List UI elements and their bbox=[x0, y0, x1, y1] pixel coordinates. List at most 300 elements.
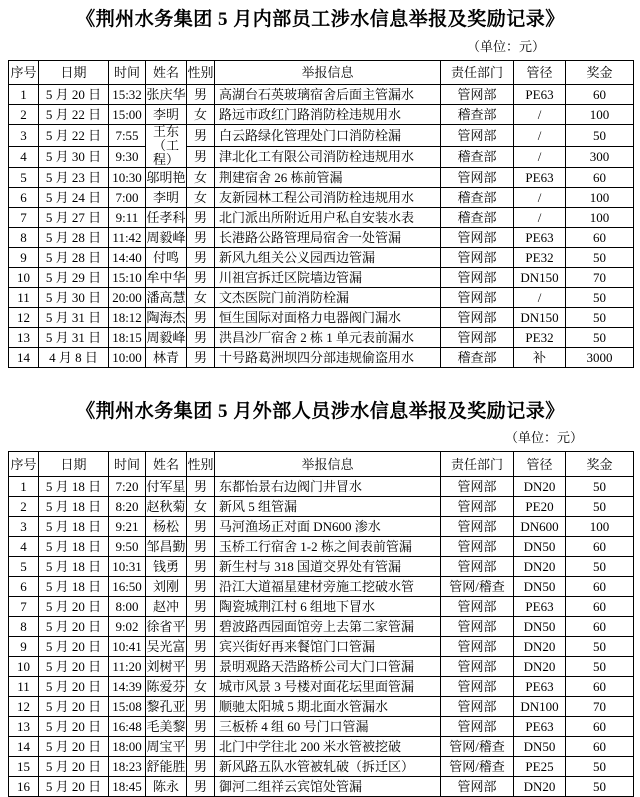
table-row bbox=[9, 308, 634, 328]
cell-gender: 女 bbox=[187, 105, 215, 125]
cell-name: 毛美黎 bbox=[146, 717, 187, 737]
cell-dept: 管网部 bbox=[441, 557, 514, 577]
cell-date: 5 月 22 日 bbox=[39, 105, 109, 125]
cell-date: 5 月 20 日 bbox=[39, 85, 109, 105]
cell-date: 5 月 20 日 bbox=[39, 677, 109, 697]
cell-info: 顺驰太阳城 5 期北面水管漏水 bbox=[215, 697, 441, 717]
cell-dept: 稽查部 bbox=[441, 146, 514, 168]
table-row bbox=[9, 268, 634, 288]
column-header: 奖金 bbox=[566, 452, 634, 477]
table2-header-row bbox=[9, 452, 634, 477]
cell-no: 7 bbox=[9, 208, 39, 228]
column-header: 姓名 bbox=[146, 452, 187, 477]
cell-reward: 100 bbox=[566, 188, 634, 208]
cell-gender: 男 bbox=[187, 228, 215, 248]
cell-dept: 管网/稽查 bbox=[441, 757, 514, 777]
table-row bbox=[9, 617, 634, 637]
cell-name: 赵冲 bbox=[146, 597, 187, 617]
cell-pipe: / bbox=[514, 208, 566, 228]
cell-no: 11 bbox=[9, 677, 39, 697]
cell-pipe: PE32 bbox=[514, 328, 566, 348]
cell-gender: 男 bbox=[187, 577, 215, 597]
cell-time: 18:12 bbox=[109, 308, 146, 328]
cell-gender: 男 bbox=[187, 597, 215, 617]
cell-time: 9:30 bbox=[109, 146, 146, 168]
cell-date: 5 月 30 日 bbox=[39, 288, 109, 308]
cell-no: 2 bbox=[9, 105, 39, 125]
cell-time: 9:50 bbox=[109, 537, 146, 557]
cell-time: 20:00 bbox=[109, 288, 146, 308]
cell-pipe: DN150 bbox=[514, 308, 566, 328]
cell-reward: 50 bbox=[566, 497, 634, 517]
cell-gender: 男 bbox=[187, 517, 215, 537]
cell-time: 15:10 bbox=[109, 268, 146, 288]
cell-name: 李明 bbox=[146, 105, 187, 125]
cell-date: 5 月 28 日 bbox=[39, 248, 109, 268]
cell-no: 1 bbox=[9, 477, 39, 497]
cell-dept: 管网部 bbox=[441, 228, 514, 248]
cell-name: 付鸣 bbox=[146, 248, 187, 268]
table-row bbox=[9, 105, 634, 125]
cell-no: 11 bbox=[9, 288, 39, 308]
table-row bbox=[9, 757, 634, 777]
cell-gender: 男 bbox=[187, 248, 215, 268]
cell-gender: 女 bbox=[187, 188, 215, 208]
cell-dept: 管网部 bbox=[441, 537, 514, 557]
cell-time: 18:45 bbox=[109, 777, 146, 797]
cell-time: 8:20 bbox=[109, 497, 146, 517]
cell-name: 邹昌勤 bbox=[146, 537, 187, 557]
cell-time: 11:42 bbox=[109, 228, 146, 248]
table-row bbox=[9, 697, 634, 717]
cell-no: 12 bbox=[9, 697, 39, 717]
cell-reward: 60 bbox=[566, 168, 634, 188]
cell-pipe: DN100 bbox=[514, 697, 566, 717]
cell-date: 5 月 20 日 bbox=[39, 737, 109, 757]
cell-reward: 70 bbox=[566, 268, 634, 288]
cell-info: 陶瓷城荆江村 6 组地下冒水 bbox=[215, 597, 441, 617]
cell-gender: 男 bbox=[187, 737, 215, 757]
cell-no: 8 bbox=[9, 228, 39, 248]
cell-reward: 60 bbox=[566, 228, 634, 248]
cell-reward: 50 bbox=[566, 125, 634, 147]
cell-reward: 60 bbox=[566, 677, 634, 697]
cell-dept: 管网部 bbox=[441, 85, 514, 105]
cell-no: 10 bbox=[9, 268, 39, 288]
cell-time: 18:23 bbox=[109, 757, 146, 777]
column-header: 管径 bbox=[514, 61, 566, 85]
cell-gender: 女 bbox=[187, 677, 215, 697]
external-person-report-table bbox=[8, 451, 634, 797]
cell-pipe: / bbox=[514, 125, 566, 147]
table2-title: 《荆州水务集团 5 月外部人员涉水信息举报及奖励记录》 bbox=[76, 401, 565, 422]
cell-time: 9:21 bbox=[109, 517, 146, 537]
cell-dept: 管网部 bbox=[441, 697, 514, 717]
cell-dept: 管网部 bbox=[441, 617, 514, 637]
cell-time: 7:20 bbox=[109, 477, 146, 497]
cell-info: 三板桥 4 组 60 号门口管漏 bbox=[215, 717, 441, 737]
cell-info: 津北化工有限公司消防栓违规用水 bbox=[215, 146, 441, 168]
cell-info: 新生村与 318 国道交界处有管漏 bbox=[215, 557, 441, 577]
table-row bbox=[9, 597, 634, 617]
cell-time: 10:31 bbox=[109, 557, 146, 577]
cell-info: 路远市政红门路消防栓违规用水 bbox=[215, 105, 441, 125]
cell-pipe: PE63 bbox=[514, 717, 566, 737]
cell-reward: 50 bbox=[566, 477, 634, 497]
cell-dept: 管网部 bbox=[441, 268, 514, 288]
cell-gender: 男 bbox=[187, 208, 215, 228]
cell-dept: 稽查部 bbox=[441, 105, 514, 125]
cell-no: 14 bbox=[9, 737, 39, 757]
cell-name: 付军星 bbox=[146, 477, 187, 497]
table-row bbox=[9, 328, 634, 348]
cell-time: 9:02 bbox=[109, 617, 146, 637]
cell-time: 10:00 bbox=[109, 348, 146, 368]
internal-staff-report-table bbox=[8, 60, 634, 368]
cell-name: 林青 bbox=[146, 348, 187, 368]
cell-info: 马河渔场正对面 DN600 渗水 bbox=[215, 517, 441, 537]
table-row bbox=[9, 348, 634, 368]
table1-title: 《荆州水务集团 5 月内部员工涉水信息举报及奖励记录》 bbox=[76, 9, 565, 30]
cell-date: 5 月 22 日 bbox=[39, 125, 109, 147]
cell-date: 5 月 20 日 bbox=[39, 697, 109, 717]
table-row bbox=[9, 677, 634, 697]
cell-name: 牟中华 bbox=[146, 268, 187, 288]
cell-gender: 男 bbox=[187, 777, 215, 797]
cell-gender: 男 bbox=[187, 146, 215, 168]
cell-no: 6 bbox=[9, 577, 39, 597]
cell-dept: 管网部 bbox=[441, 677, 514, 697]
cell-info: 北门派出所附近用户私自安装水表 bbox=[215, 208, 441, 228]
cell-pipe: DN20 bbox=[514, 657, 566, 677]
cell-name: 陶海杰 bbox=[146, 308, 187, 328]
cell-pipe: / bbox=[514, 188, 566, 208]
cell-name: 陈永 bbox=[146, 777, 187, 797]
cell-dept: 管网部 bbox=[441, 517, 514, 537]
cell-gender: 女 bbox=[187, 168, 215, 188]
column-header: 姓名 bbox=[146, 61, 187, 85]
cell-time: 15:00 bbox=[109, 105, 146, 125]
table1-unit-note: （单位：元） bbox=[466, 39, 545, 54]
cell-no: 4 bbox=[9, 537, 39, 557]
cell-no: 5 bbox=[9, 557, 39, 577]
column-header: 时间 bbox=[109, 452, 146, 477]
cell-reward: 60 bbox=[566, 617, 634, 637]
cell-dept: 管网部 bbox=[441, 288, 514, 308]
cell-date: 4 月 8 日 bbox=[39, 348, 109, 368]
cell-pipe: DN50 bbox=[514, 737, 566, 757]
table-row bbox=[9, 637, 634, 657]
cell-gender: 男 bbox=[187, 537, 215, 557]
cell-time: 16:50 bbox=[109, 577, 146, 597]
table-row bbox=[9, 537, 634, 557]
cell-gender: 男 bbox=[187, 557, 215, 577]
column-header: 序号 bbox=[9, 452, 39, 477]
cell-time: 9:11 bbox=[109, 208, 146, 228]
cell-name: 陈爱芬 bbox=[146, 677, 187, 697]
cell-time: 7:55 bbox=[109, 125, 146, 147]
cell-date: 5 月 20 日 bbox=[39, 597, 109, 617]
cell-name: 邬明艳 bbox=[146, 168, 187, 188]
cell-dept: 管网部 bbox=[441, 328, 514, 348]
cell-name: 任孝科 bbox=[146, 208, 187, 228]
cell-no: 15 bbox=[9, 757, 39, 777]
table-row bbox=[9, 557, 634, 577]
cell-pipe: DN20 bbox=[514, 557, 566, 577]
cell-no: 7 bbox=[9, 597, 39, 617]
cell-date: 5 月 27 日 bbox=[39, 208, 109, 228]
cell-date: 5 月 20 日 bbox=[39, 657, 109, 677]
cell-gender: 男 bbox=[187, 697, 215, 717]
cell-dept: 管网部 bbox=[441, 125, 514, 147]
cell-date: 5 月 31 日 bbox=[39, 308, 109, 328]
cell-date: 5 月 18 日 bbox=[39, 517, 109, 537]
cell-dept: 管网部 bbox=[441, 777, 514, 797]
cell-time: 14:40 bbox=[109, 248, 146, 268]
cell-date: 5 月 23 日 bbox=[39, 168, 109, 188]
cell-gender: 男 bbox=[187, 85, 215, 105]
cell-pipe: PE63 bbox=[514, 228, 566, 248]
cell-info: 沿江大道福星建材旁施工挖破水管 bbox=[215, 577, 441, 597]
cell-reward: 50 bbox=[566, 777, 634, 797]
cell-no: 3 bbox=[9, 125, 39, 147]
cell-info: 洪昌沙厂宿舍 2 栋 1 单元表前漏水 bbox=[215, 328, 441, 348]
cell-dept: 管网部 bbox=[441, 248, 514, 268]
cell-pipe: DN150 bbox=[514, 268, 566, 288]
table2-unit-note: （单位：元） bbox=[504, 430, 583, 445]
cell-no: 12 bbox=[9, 308, 39, 328]
cell-no: 10 bbox=[9, 657, 39, 677]
cell-pipe: PE25 bbox=[514, 757, 566, 777]
cell-time: 7:00 bbox=[109, 188, 146, 208]
cell-reward: 60 bbox=[566, 717, 634, 737]
cell-gender: 男 bbox=[187, 348, 215, 368]
cell-gender: 女 bbox=[187, 497, 215, 517]
cell-dept: 管网部 bbox=[441, 477, 514, 497]
cell-gender: 男 bbox=[187, 617, 215, 637]
table-row bbox=[9, 188, 634, 208]
cell-no: 13 bbox=[9, 717, 39, 737]
cell-info: 御河二组祥云宾馆处管漏 bbox=[215, 777, 441, 797]
cell-name: 王东 （工程） bbox=[146, 125, 187, 168]
cell-info: 新风 5 组管漏 bbox=[215, 497, 441, 517]
cell-info: 新风路五队水管被轧破（拆迁区） bbox=[215, 757, 441, 777]
cell-reward: 60 bbox=[566, 85, 634, 105]
cell-no: 9 bbox=[9, 248, 39, 268]
cell-dept: 稽查部 bbox=[441, 208, 514, 228]
cell-gender: 男 bbox=[187, 328, 215, 348]
cell-reward: 50 bbox=[566, 288, 634, 308]
cell-date: 5 月 18 日 bbox=[39, 537, 109, 557]
cell-reward: 50 bbox=[566, 637, 634, 657]
cell-no: 14 bbox=[9, 348, 39, 368]
cell-pipe: / bbox=[514, 288, 566, 308]
cell-dept: 管网部 bbox=[441, 308, 514, 328]
column-header: 管径 bbox=[514, 452, 566, 477]
cell-info: 友新园林工程公司消防栓违规用水 bbox=[215, 188, 441, 208]
cell-info: 长港路公路管理局宿舍一处管漏 bbox=[215, 228, 441, 248]
cell-date: 5 月 24 日 bbox=[39, 188, 109, 208]
cell-reward: 3000 bbox=[566, 348, 634, 368]
cell-info: 白云路绿化管理处门口消防栓漏 bbox=[215, 125, 441, 147]
cell-no: 13 bbox=[9, 328, 39, 348]
cell-date: 5 月 18 日 bbox=[39, 557, 109, 577]
cell-reward: 100 bbox=[566, 105, 634, 125]
table-row bbox=[9, 777, 634, 797]
cell-reward: 50 bbox=[566, 328, 634, 348]
cell-no: 8 bbox=[9, 617, 39, 637]
column-header: 性别 bbox=[187, 61, 215, 85]
cell-time: 11:20 bbox=[109, 657, 146, 677]
cell-no: 1 bbox=[9, 85, 39, 105]
cell-time: 10:30 bbox=[109, 168, 146, 188]
table-row bbox=[9, 477, 634, 497]
cell-name: 潘高慧 bbox=[146, 288, 187, 308]
cell-reward: 50 bbox=[566, 308, 634, 328]
column-header: 责任部门 bbox=[441, 61, 514, 85]
cell-date: 5 月 20 日 bbox=[39, 717, 109, 737]
cell-info: 恒生国际对面格力电器阀门漏水 bbox=[215, 308, 441, 328]
cell-name: 周毅峰 bbox=[146, 228, 187, 248]
cell-info: 宾兴街好再来餐馆门口管漏 bbox=[215, 637, 441, 657]
cell-reward: 100 bbox=[566, 208, 634, 228]
cell-gender: 男 bbox=[187, 268, 215, 288]
cell-pipe: PE63 bbox=[514, 85, 566, 105]
cell-time: 15:08 bbox=[109, 697, 146, 717]
cell-dept: 管网/稽查 bbox=[441, 577, 514, 597]
cell-info: 新风九组关公义园西边管漏 bbox=[215, 248, 441, 268]
cell-pipe: DN50 bbox=[514, 617, 566, 637]
cell-no: 4 bbox=[9, 146, 39, 168]
cell-info: 景明观路天浩路桥公司大门口管漏 bbox=[215, 657, 441, 677]
cell-date: 5 月 20 日 bbox=[39, 617, 109, 637]
cell-dept: 管网部 bbox=[441, 637, 514, 657]
cell-time: 14:39 bbox=[109, 677, 146, 697]
cell-pipe: PE20 bbox=[514, 497, 566, 517]
cell-no: 6 bbox=[9, 188, 39, 208]
cell-reward: 50 bbox=[566, 557, 634, 577]
cell-time: 16:48 bbox=[109, 717, 146, 737]
column-header: 性别 bbox=[187, 452, 215, 477]
column-header: 举报信息 bbox=[215, 452, 441, 477]
table-row bbox=[9, 657, 634, 677]
cell-name: 徐省平 bbox=[146, 617, 187, 637]
cell-pipe: PE63 bbox=[514, 597, 566, 617]
cell-date: 5 月 18 日 bbox=[39, 477, 109, 497]
cell-info: 荆建宿舍 26 栋前管漏 bbox=[215, 168, 441, 188]
cell-info: 北门中学往北 200 米水管被挖破 bbox=[215, 737, 441, 757]
cell-name: 杨松 bbox=[146, 517, 187, 537]
cell-time: 15:32 bbox=[109, 85, 146, 105]
cell-info: 城市风景 3 号楼对面花坛里面管漏 bbox=[215, 677, 441, 697]
table-row bbox=[9, 737, 634, 757]
cell-reward: 300 bbox=[566, 146, 634, 168]
cell-gender: 男 bbox=[187, 637, 215, 657]
cell-pipe: / bbox=[514, 105, 566, 125]
cell-name: 舒能胜 bbox=[146, 757, 187, 777]
cell-date: 5 月 28 日 bbox=[39, 228, 109, 248]
cell-reward: 70 bbox=[566, 697, 634, 717]
cell-dept: 管网部 bbox=[441, 657, 514, 677]
cell-pipe: PE63 bbox=[514, 677, 566, 697]
table-row bbox=[9, 146, 634, 168]
cell-date: 5 月 18 日 bbox=[39, 577, 109, 597]
column-header: 奖金 bbox=[566, 61, 634, 85]
cell-pipe: DN20 bbox=[514, 777, 566, 797]
cell-info: 玉桥工行宿舍 1-2 栋之间表前管漏 bbox=[215, 537, 441, 557]
cell-info: 东都怡景右边阀门井冒水 bbox=[215, 477, 441, 497]
table-row bbox=[9, 85, 634, 105]
cell-name: 黎孔亚 bbox=[146, 697, 187, 717]
cell-pipe: DN20 bbox=[514, 637, 566, 657]
cell-pipe: DN50 bbox=[514, 577, 566, 597]
cell-reward: 100 bbox=[566, 517, 634, 537]
cell-no: 5 bbox=[9, 168, 39, 188]
cell-pipe: 补 bbox=[514, 348, 566, 368]
cell-gender: 男 bbox=[187, 308, 215, 328]
table-row bbox=[9, 717, 634, 737]
cell-reward: 60 bbox=[566, 597, 634, 617]
cell-name: 周毅峰 bbox=[146, 328, 187, 348]
cell-info: 川祖宫拆迁区院墙边管漏 bbox=[215, 268, 441, 288]
cell-no: 9 bbox=[9, 637, 39, 657]
column-header: 时间 bbox=[109, 61, 146, 85]
column-header: 日期 bbox=[39, 61, 109, 85]
cell-date: 5 月 31 日 bbox=[39, 328, 109, 348]
table-row bbox=[9, 497, 634, 517]
cell-name: 赵秋菊 bbox=[146, 497, 187, 517]
cell-dept: 稽查部 bbox=[441, 348, 514, 368]
cell-pipe: DN600 bbox=[514, 517, 566, 537]
cell-date: 5 月 29 日 bbox=[39, 268, 109, 288]
cell-name: 张庆华 bbox=[146, 85, 187, 105]
cell-date: 5 月 20 日 bbox=[39, 757, 109, 777]
cell-name: 刘刚 bbox=[146, 577, 187, 597]
cell-dept: 管网部 bbox=[441, 717, 514, 737]
cell-gender: 男 bbox=[187, 657, 215, 677]
cell-date: 5 月 18 日 bbox=[39, 497, 109, 517]
cell-pipe: PE32 bbox=[514, 248, 566, 268]
table-row bbox=[9, 577, 634, 597]
cell-date: 5 月 20 日 bbox=[39, 637, 109, 657]
cell-pipe: / bbox=[514, 146, 566, 168]
column-header: 责任部门 bbox=[441, 452, 514, 477]
cell-time: 10:41 bbox=[109, 637, 146, 657]
table-row bbox=[9, 125, 634, 147]
cell-gender: 女 bbox=[187, 288, 215, 308]
cell-pipe: PE63 bbox=[514, 168, 566, 188]
cell-time: 8:00 bbox=[109, 597, 146, 617]
cell-info: 高湖台石英玻璃宿舍后面主管漏水 bbox=[215, 85, 441, 105]
cell-dept: 管网部 bbox=[441, 597, 514, 617]
cell-name: 李明 bbox=[146, 188, 187, 208]
cell-pipe: DN50 bbox=[514, 537, 566, 557]
cell-reward: 60 bbox=[566, 537, 634, 557]
cell-reward: 50 bbox=[566, 657, 634, 677]
cell-time: 18:00 bbox=[109, 737, 146, 757]
table-row bbox=[9, 248, 634, 268]
cell-name: 刘树平 bbox=[146, 657, 187, 677]
cell-no: 2 bbox=[9, 497, 39, 517]
column-header: 日期 bbox=[39, 452, 109, 477]
table1-header-row bbox=[9, 61, 634, 85]
table-row bbox=[9, 168, 634, 188]
cell-info: 十号路葛洲坝四分部违规偷盗用水 bbox=[215, 348, 441, 368]
cell-info: 碧波路西园面馆旁上去第二家管漏 bbox=[215, 617, 441, 637]
cell-name: 钱勇 bbox=[146, 557, 187, 577]
cell-reward: 60 bbox=[566, 737, 634, 757]
cell-gender: 男 bbox=[187, 477, 215, 497]
